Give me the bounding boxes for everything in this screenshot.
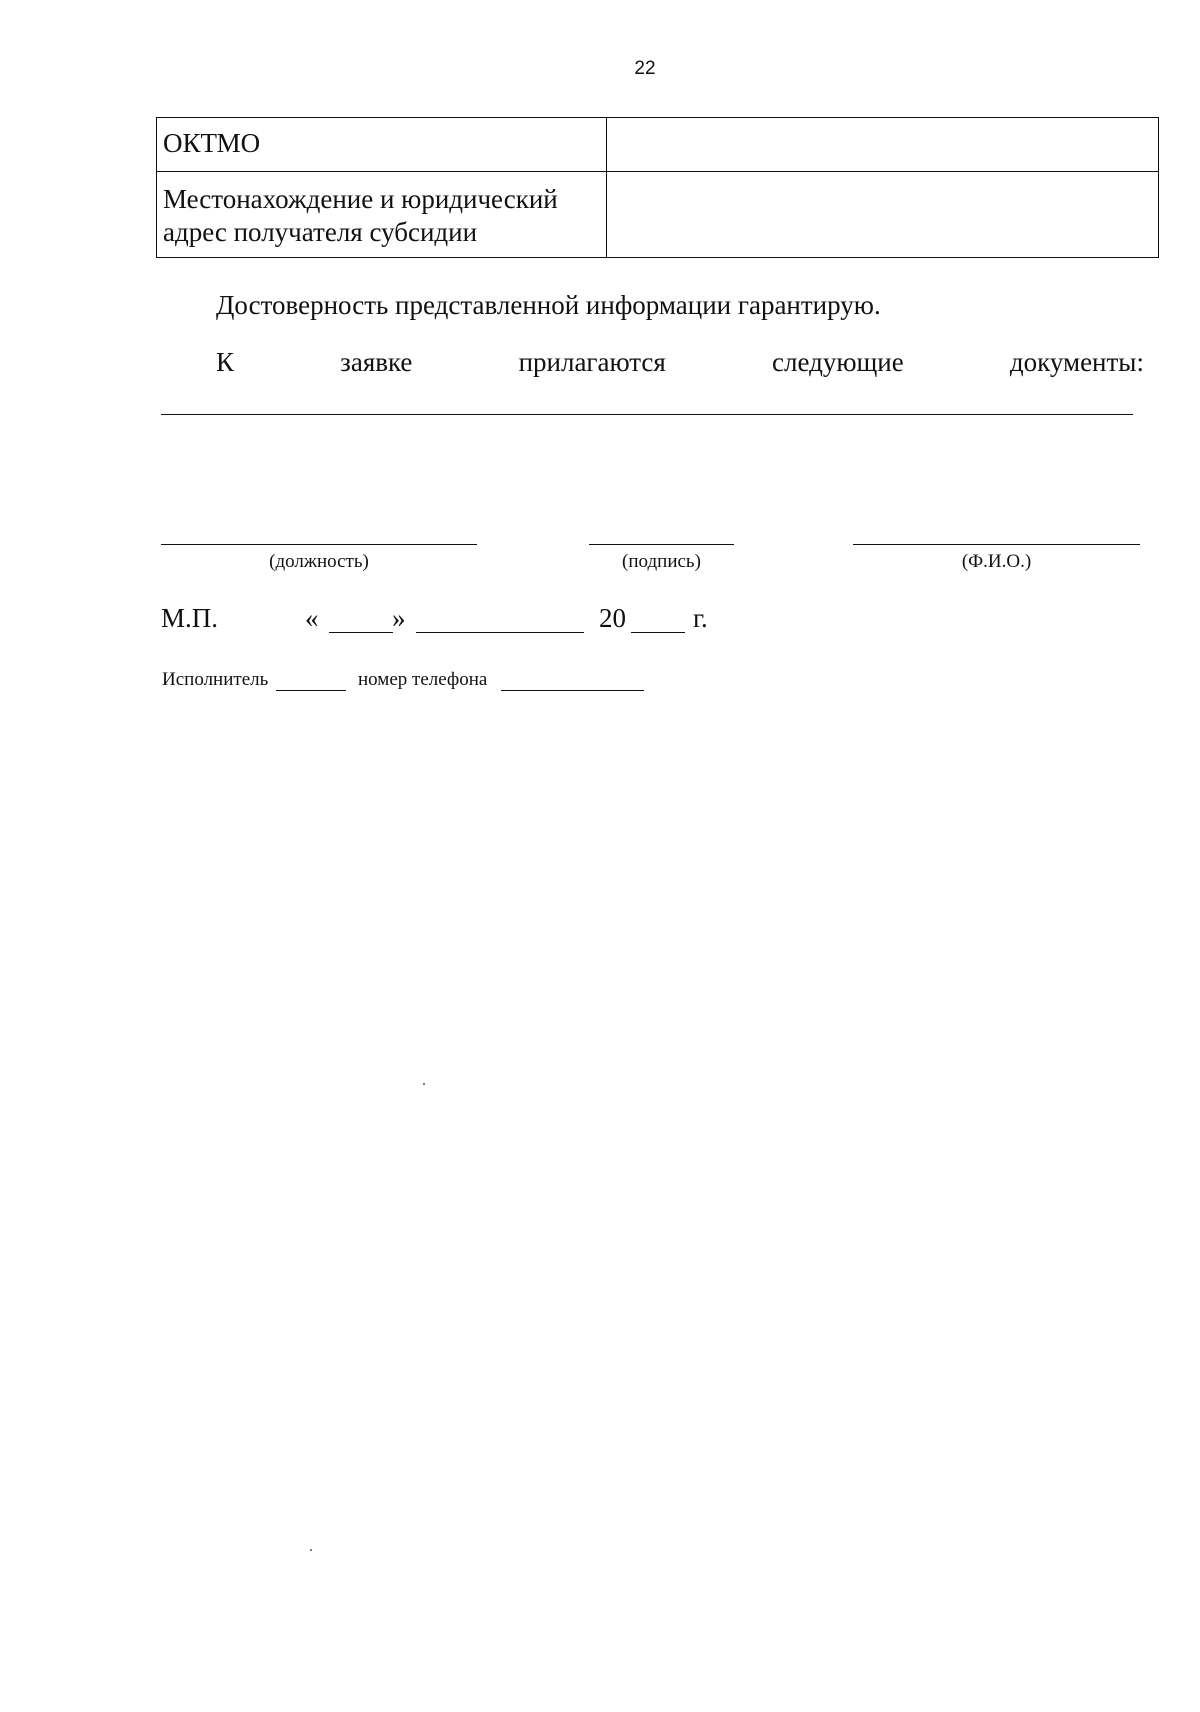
year-prefix: 20 [599, 603, 626, 633]
address-label-line-2: адрес получателя субсидии [163, 217, 478, 247]
attach-word: следующие [772, 347, 904, 377]
executor-label: Исполнитель [162, 669, 269, 690]
attach-word: прилагаются [518, 347, 666, 377]
oktmo-value-cell[interactable] [607, 118, 1159, 172]
day-blank-line[interactable] [329, 632, 393, 633]
executor-blank-line[interactable] [276, 690, 346, 691]
attach-word: заявке [340, 347, 413, 377]
attachments-heading [216, 347, 1144, 378]
table-row [157, 118, 1159, 172]
phone-label: номер телефона [358, 669, 488, 690]
attach-word: документы: [1009, 347, 1144, 377]
position-blank-line[interactable] [161, 544, 477, 545]
address-label-line-1: Местонахождение и юридический [163, 184, 558, 214]
page-number: 22 [634, 58, 656, 79]
position-caption: (должность) [269, 551, 369, 572]
open-quote: « [305, 603, 319, 633]
address-label [157, 172, 607, 258]
phone-blank-line[interactable] [501, 690, 644, 691]
name-caption: (Ф.И.О.) [961, 551, 1032, 572]
year-suffix: г. [693, 603, 708, 633]
scan-speck [310, 1549, 312, 1551]
month-blank-line[interactable] [416, 632, 584, 633]
year-blank-line[interactable] [631, 632, 685, 633]
name-blank-line[interactable] [853, 544, 1140, 545]
address-value-cell[interactable] [607, 172, 1159, 258]
scan-speck [423, 1083, 425, 1085]
oktmo-label: ОКТМО [157, 118, 607, 172]
stamp-placeholder-label: М.П. [161, 603, 219, 633]
recipient-info-table [156, 117, 1159, 258]
attachments-blank-line[interactable] [161, 414, 1133, 415]
signature-caption: (подпись) [622, 551, 701, 572]
signature-blank-line[interactable] [589, 544, 734, 545]
table-row [157, 172, 1159, 258]
close-quote: » [392, 603, 406, 633]
guarantee-statement: Достоверность представленной информации гарантирую. [216, 290, 881, 320]
attach-word: К [216, 347, 235, 377]
